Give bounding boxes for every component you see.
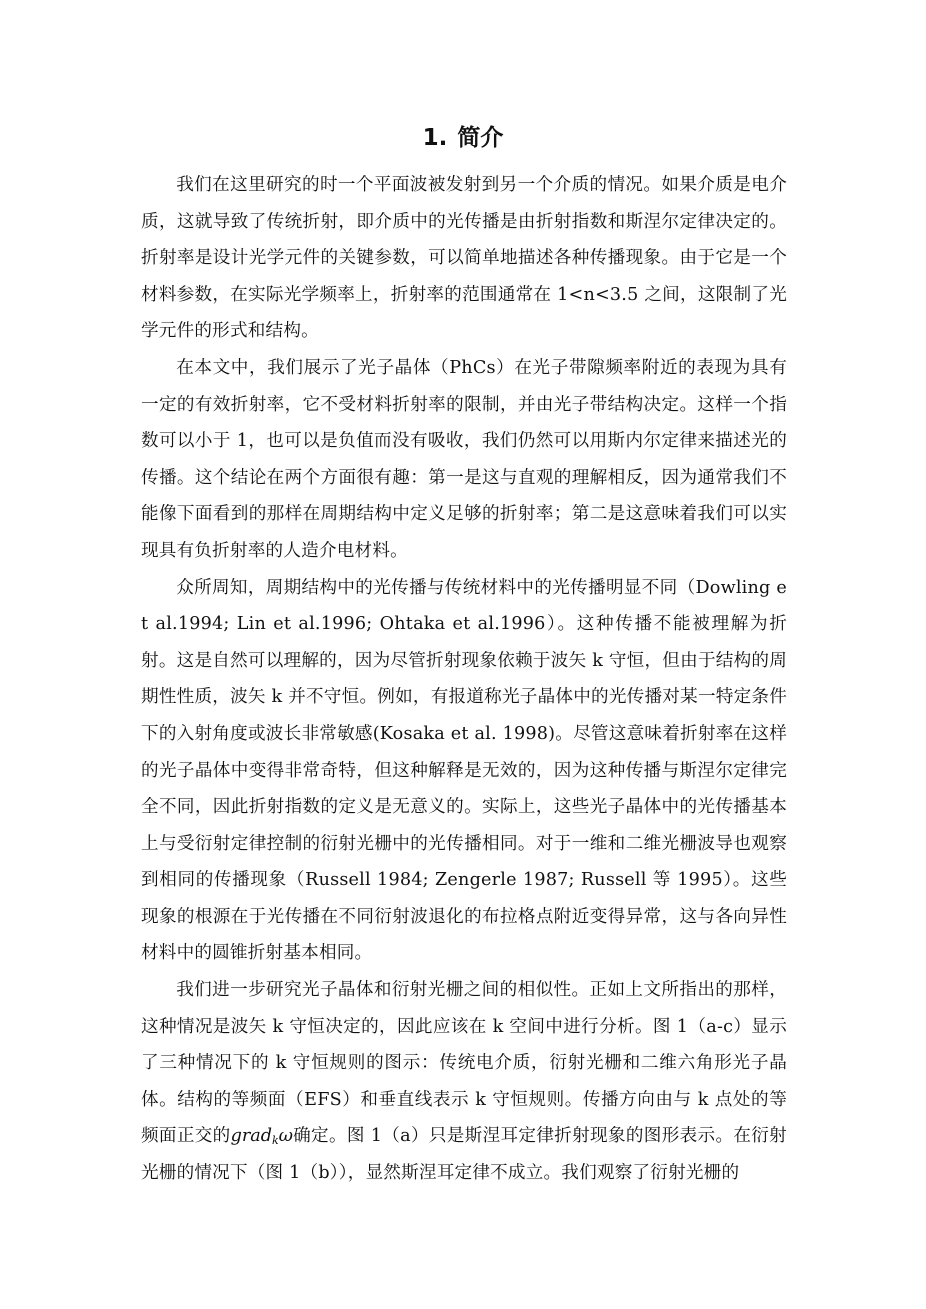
body-text (141, 167, 787, 1192)
paragraph-2: 在本文中，我们展示了光子晶体（PhCs）在光子带隙频率附近的表现为具有一定的有效折射率，它不受材料折射率的限制，并由光子带结构决定。这样一个指数可以小于 1，也可以是负值而没有吸收，我们仍然可以用斯内尔定律来描述光的传播。这个结论在两个方面很有趣：第一是这与直观的理解相反，因为通常我们不能像下面看到的那样在周期结构中定义足够的折射率；第二是这意味着我们可以实现具有负折射率的人造介电材料。 (141, 357, 787, 561)
gradient-math-omega: ω (278, 1126, 294, 1147)
section-heading (0, 118, 926, 158)
paragraph-4-text-before: 我们进一步研究光子晶体和衍射光栅之间的相似性。正如上文所指出的那样，这种情况是波矢 k 守恒决定的，因此应该在 k 空间中进行分析。图 1（a-c）显示了三种情况下的 k 守恒规则的图示：传统电介质，衍射光栅和二维六角形光子晶体。结构的等频面（EFS）和垂直线表示 k 守恒规则。传播方向由与 k 点处的等频面正交的 (141, 980, 787, 1147)
paragraph-1: 我们在这里研究的时一个平面波被发射到另一个介质的情况。如果介质是电介质，这就导致了传统折射，即介质中的光传播是由折射指数和斯涅尔定律决定的。折射率是设计光学元件的关键参数，可以简单地描述各种传播现象。由于它是一个材料参数，在实际光学频率上，折射率的范围通常在 1<n<3.5 之间，这限制了光学元件的形式和结构。 (141, 175, 787, 342)
section-number: 1. (422, 125, 448, 151)
gradient-math (231, 1126, 293, 1146)
paragraph-3: 众所周知，周期结构中的光传播与传统材料中的光传播明显不同（Dowling et al.1994; Lin et al.1996; Ohtaka et al.1996）。这种传播不能被理解为折射。这是自然可以理解的，因为尽管折射现象依赖于波矢 k 守恒，但由于结构的周期性性质，波矢 k 并不守恒。例如，有报道称光子晶体中的光传播对某一特定条件下的入射角度或波长非常敏感(Kosaka et al. 1998)。尽管这意味着折射率在这样的光子晶体中变得非常奇特，但这种解释是无效的，因为这种传播与斯涅尔定律完全不同，因此折射指数的定义是无意义的。实际上，这些光子晶体中的光传播基本上与受衍射定律控制的衍射光栅中的光传播相同。对于一维和二维光栅波导也观察到相同的传播现象（Russell 1984; Zengerle 1987; Russell 等 1995）。这些现象的根源在于光传播在不同衍射波退化的布拉格点附近变得异常，这与各向异性材料中的圆锥折射基本相同。 (141, 577, 787, 964)
paragraph-4-text-after: 确定。图 1（a）只是斯涅耳定律折射现象的图形表示。在衍射光栅的情况下（图 1（b）），显然斯涅耳定律不成立。我们观察了衍射光栅的 (141, 1126, 787, 1184)
section-title: 简介 (457, 125, 504, 151)
paragraph-4 (141, 972, 787, 1192)
gradient-math-base: grad (230, 1126, 272, 1147)
gradient-math-subscript: k (272, 1134, 279, 1148)
